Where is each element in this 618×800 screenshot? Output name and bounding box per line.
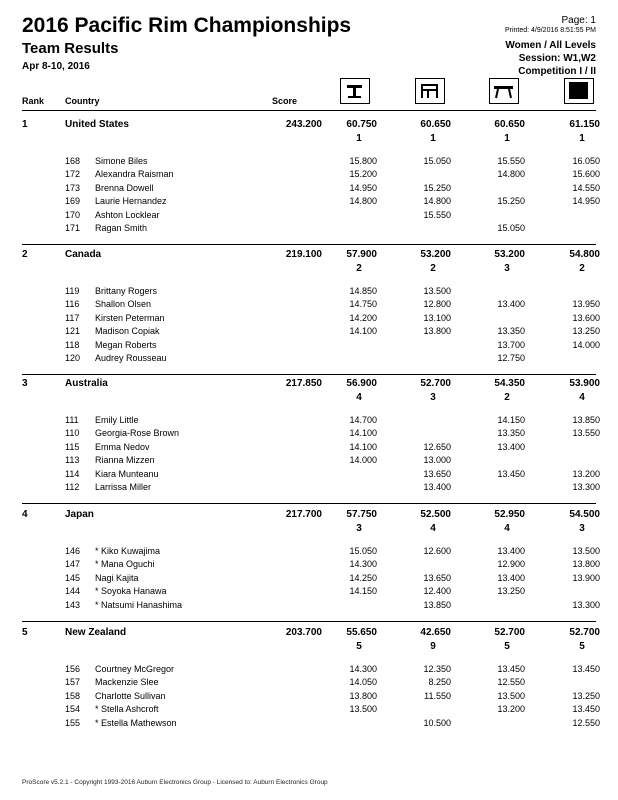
athlete-name: Laurie Hernandez xyxy=(95,196,167,207)
team-event-place: 4 xyxy=(430,523,436,534)
team-event-places xyxy=(0,523,618,537)
athlete-number: 171 xyxy=(65,223,81,233)
athlete-row xyxy=(0,442,618,455)
athlete-name: Rianna Mizzen xyxy=(95,455,155,466)
athlete-number: 113 xyxy=(65,455,80,466)
athlete-name: Ashton Locklear xyxy=(95,209,160,220)
vault-icon xyxy=(340,78,370,104)
team-rank: 4 xyxy=(22,509,28,520)
athlete-name: Charlotte Sullivan xyxy=(95,690,166,701)
team-event-score: 52.500 xyxy=(420,509,451,520)
athlete-number: 155 xyxy=(65,717,81,728)
team-event-score: 53.200 xyxy=(494,249,525,260)
team-divider xyxy=(22,503,596,504)
athlete-event-score: 13.800 xyxy=(423,326,451,337)
athlete-number: 114 xyxy=(65,468,80,479)
athlete-event-score: 13.900 xyxy=(572,572,600,583)
athlete-name: * Kiko Kuwajima xyxy=(95,546,161,556)
team-event-places xyxy=(0,263,618,277)
team-country: Japan xyxy=(65,509,94,520)
athlete-event-score: 13.850 xyxy=(572,415,600,425)
team-event-place: 2 xyxy=(504,392,510,403)
athlete-name: Brenna Dowell xyxy=(95,182,154,193)
team-event-place: 3 xyxy=(579,523,585,534)
athlete-event-score: 12.650 xyxy=(423,441,451,452)
athlete-event-score: 13.200 xyxy=(497,704,525,715)
athlete-event-score: 12.800 xyxy=(423,299,451,310)
athlete-event-score: 13.350 xyxy=(497,326,525,337)
team-event-place: 2 xyxy=(579,263,585,274)
athlete-name: Megan Roberts xyxy=(95,339,157,350)
team-row xyxy=(0,378,618,392)
athlete-row xyxy=(0,573,618,586)
athlete-event-score: 12.350 xyxy=(423,664,451,674)
athlete-event-score: 13.450 xyxy=(572,664,600,674)
athlete-event-score: 15.600 xyxy=(572,169,600,180)
athlete-name: Emma Nedov xyxy=(95,441,150,452)
athlete-event-score: 14.150 xyxy=(497,415,525,425)
athlete-event-score: 13.950 xyxy=(572,299,600,310)
team-event-score: 52.950 xyxy=(494,509,525,520)
athlete-event-score: 13.300 xyxy=(572,482,600,492)
athlete-row xyxy=(0,210,618,223)
athlete-event-score: 13.300 xyxy=(572,599,600,610)
athlete-name: * Stella Ashcroft xyxy=(95,704,159,715)
team-divider xyxy=(22,244,596,245)
athlete-number: 154 xyxy=(65,704,81,715)
athlete-event-score: 12.600 xyxy=(423,546,451,556)
athlete-event-score: 10.500 xyxy=(423,717,451,728)
team-event-score: 56.900 xyxy=(346,378,377,389)
division-label: Women / All Levels xyxy=(505,40,596,51)
athlete-event-score: 15.050 xyxy=(423,156,451,166)
athlete-event-score: 14.750 xyxy=(349,299,377,310)
athlete-event-score: 14.550 xyxy=(572,182,600,193)
athlete-event-score: 13.500 xyxy=(572,546,600,556)
athlete-name: * Soyoka Hanawa xyxy=(95,586,167,597)
athlete-name: Kiara Munteanu xyxy=(95,468,159,479)
report-subtitle: Team Results xyxy=(22,40,119,57)
athlete-event-score: 8.250 xyxy=(428,677,451,688)
uneven-bars-icon xyxy=(415,78,445,104)
athlete-row xyxy=(0,169,618,182)
athlete-row xyxy=(0,718,618,731)
athlete-number: 121 xyxy=(65,326,81,337)
athlete-number: 147 xyxy=(65,559,81,570)
team-event-score: 54.800 xyxy=(569,249,600,260)
athlete-event-score: 14.700 xyxy=(349,415,377,425)
team-rank: 1 xyxy=(22,119,28,130)
session-label: Session: W1,W2 xyxy=(518,53,596,64)
athlete-event-score: 16.050 xyxy=(572,156,600,166)
team-event-score: 53.900 xyxy=(569,378,600,389)
athlete-name: Ragan Smith xyxy=(95,223,148,233)
athlete-number: 116 xyxy=(65,299,80,310)
athlete-number: 158 xyxy=(65,690,81,701)
team-event-place: 9 xyxy=(430,641,436,652)
athlete-event-score: 14.950 xyxy=(349,182,377,193)
column-header-rank: Rank xyxy=(22,96,45,106)
footer-copyright: ProScore v5.2.1 - Copyright 1993-2016 Auburn Electronics Group - Licensed to: Auburn Electronics Group xyxy=(22,779,328,786)
athlete-name: * Natsumi Hanashima xyxy=(95,599,183,610)
athlete-event-score: 13.850 xyxy=(423,599,451,610)
team-event-place: 1 xyxy=(504,133,510,144)
floor-exercise-icon xyxy=(564,78,594,104)
athlete-row xyxy=(0,559,618,572)
team-event-score: 53.200 xyxy=(420,249,451,260)
athlete-row xyxy=(0,196,618,209)
athlete-name: Shallon Olsen xyxy=(95,299,152,310)
athlete-event-score: 11.550 xyxy=(424,690,451,701)
team-country: Australia xyxy=(65,378,108,389)
athlete-event-score: 14.800 xyxy=(497,169,525,180)
athlete-number: 144 xyxy=(65,586,81,597)
athlete-event-score: 15.250 xyxy=(423,182,451,193)
team-score: 217.700 xyxy=(285,509,322,520)
team-event-place: 3 xyxy=(430,392,436,403)
athlete-row xyxy=(0,299,618,312)
athlete-number: 168 xyxy=(65,156,81,166)
athlete-event-score: 14.300 xyxy=(349,559,377,570)
athlete-number: 145 xyxy=(65,572,81,583)
athlete-event-score: 14.200 xyxy=(349,312,377,323)
team-event-score: 55.650 xyxy=(346,627,377,638)
athlete-row xyxy=(0,326,618,339)
athlete-name: Nagi Kajita xyxy=(95,572,139,583)
team-event-score: 57.900 xyxy=(346,249,377,260)
athlete-name: * Estella Mathewson xyxy=(95,717,177,728)
athlete-event-score: 15.050 xyxy=(349,546,377,556)
team-divider xyxy=(22,621,596,622)
athlete-row xyxy=(0,704,618,717)
athlete-row xyxy=(0,469,618,482)
team-event-place: 4 xyxy=(504,523,510,534)
athlete-event-score: 12.550 xyxy=(572,717,600,728)
athlete-number: 146 xyxy=(65,546,81,556)
athlete-row xyxy=(0,600,618,613)
athlete-name: Larrissa Miller xyxy=(95,482,152,492)
athlete-event-score: 15.050 xyxy=(497,223,525,233)
athlete-event-score: 13.500 xyxy=(497,690,525,701)
athlete-event-score: 15.200 xyxy=(349,169,377,180)
athlete-event-score: 13.450 xyxy=(497,664,525,674)
athlete-event-score: 13.650 xyxy=(423,468,451,479)
athlete-event-score: 14.000 xyxy=(572,339,600,350)
column-header-score: Score xyxy=(272,96,298,106)
athlete-row xyxy=(0,691,618,704)
team-event-score: 60.650 xyxy=(494,119,525,130)
team-event-score: 54.500 xyxy=(569,509,600,520)
team-event-score: 61.150 xyxy=(569,119,600,130)
athlete-event-score: 13.500 xyxy=(423,286,451,296)
column-header-country: Country xyxy=(65,96,100,106)
athlete-event-score: 12.750 xyxy=(497,353,525,363)
athlete-number: 115 xyxy=(65,441,80,452)
team-event-score: 60.750 xyxy=(346,119,377,130)
athlete-row xyxy=(0,482,618,495)
balance-beam-icon xyxy=(489,78,519,104)
athlete-event-score: 15.250 xyxy=(497,196,525,207)
athlete-event-score: 15.550 xyxy=(497,156,525,166)
athlete-name: Kirsten Peterman xyxy=(95,312,165,323)
team-event-place: 5 xyxy=(504,641,510,652)
athlete-row xyxy=(0,286,618,299)
athlete-number: 143 xyxy=(65,599,81,610)
team-event-score: 57.750 xyxy=(346,509,377,520)
athlete-event-score: 14.100 xyxy=(349,428,377,439)
athlete-row xyxy=(0,664,618,677)
athlete-row xyxy=(0,677,618,690)
athlete-number: 172 xyxy=(65,169,81,180)
page-number: Page: 1 xyxy=(561,15,596,26)
team-event-place: 3 xyxy=(356,523,362,534)
athlete-name: Audrey Rousseau xyxy=(95,353,167,363)
team-event-place: 4 xyxy=(579,392,585,403)
page-title: 2016 Pacific Rim Championships xyxy=(22,14,352,37)
athlete-event-score: 14.050 xyxy=(349,677,377,688)
team-rank: 3 xyxy=(22,378,28,389)
athlete-name: Georgia-Rose Brown xyxy=(95,428,180,439)
athlete-name: Simone Biles xyxy=(95,156,148,166)
team-event-place: 5 xyxy=(356,641,362,652)
athlete-event-score: 14.100 xyxy=(349,326,377,337)
athlete-event-score: 13.500 xyxy=(349,704,377,715)
athlete-event-score: 13.350 xyxy=(497,428,525,439)
athlete-name: Courtney McGregor xyxy=(95,664,175,674)
team-event-place: 5 xyxy=(579,641,585,652)
athlete-number: 173 xyxy=(65,182,81,193)
athlete-event-score: 13.400 xyxy=(497,441,525,452)
team-row xyxy=(0,509,618,523)
event-dates: Apr 8-10, 2016 xyxy=(22,61,90,72)
team-score: 219.100 xyxy=(285,249,322,260)
athlete-event-score: 12.900 xyxy=(497,559,525,570)
athlete-event-score: 13.400 xyxy=(497,572,525,583)
athlete-row xyxy=(0,340,618,353)
team-event-place: 1 xyxy=(356,133,362,144)
athlete-event-score: 13.450 xyxy=(572,704,600,715)
athlete-name: Alexandra Raisman xyxy=(95,169,174,180)
team-event-place: 1 xyxy=(579,133,585,144)
athlete-event-score: 14.300 xyxy=(349,664,377,674)
team-score: 203.700 xyxy=(285,627,322,638)
athlete-event-score: 12.400 xyxy=(423,586,451,597)
athlete-number: 120 xyxy=(65,353,81,363)
team-row xyxy=(0,249,618,263)
team-score: 243.200 xyxy=(285,119,322,130)
athlete-event-score: 13.550 xyxy=(572,428,600,439)
athlete-row xyxy=(0,183,618,196)
team-event-places xyxy=(0,392,618,406)
athlete-row xyxy=(0,586,618,599)
team-event-place: 3 xyxy=(504,263,510,274)
team-event-score: 54.350 xyxy=(494,378,525,389)
athlete-event-score: 14.950 xyxy=(572,196,600,207)
athlete-event-score: 14.250 xyxy=(349,572,377,583)
athlete-event-score: 15.550 xyxy=(423,209,451,220)
athlete-event-score: 13.650 xyxy=(423,572,451,583)
athlete-event-score: 13.800 xyxy=(572,559,600,570)
athlete-event-score: 14.150 xyxy=(349,586,377,597)
athlete-name: Emily Little xyxy=(95,415,139,425)
team-row xyxy=(0,119,618,133)
athlete-row xyxy=(0,428,618,441)
athlete-number: 110 xyxy=(65,428,80,439)
team-country: United States xyxy=(65,119,129,130)
athlete-name: * Mana Oguchi xyxy=(95,559,155,570)
athlete-event-score: 13.600 xyxy=(572,312,600,323)
athlete-event-score: 14.850 xyxy=(349,286,377,296)
team-rank: 5 xyxy=(22,627,28,638)
team-event-score: 60.650 xyxy=(420,119,451,130)
athlete-event-score: 13.250 xyxy=(572,690,600,701)
athlete-number: 157 xyxy=(65,677,81,688)
team-event-score: 52.700 xyxy=(569,627,600,638)
team-event-score: 52.700 xyxy=(494,627,525,638)
athlete-event-score: 14.800 xyxy=(349,196,377,207)
team-event-places xyxy=(0,641,618,655)
athlete-event-score: 13.400 xyxy=(497,546,525,556)
competition-label: Competition I / II xyxy=(518,66,596,77)
athlete-row xyxy=(0,223,618,236)
athlete-event-score: 13.400 xyxy=(423,482,451,492)
athlete-event-score: 14.000 xyxy=(349,455,377,466)
athlete-row xyxy=(0,353,618,366)
team-country: Canada xyxy=(65,249,102,260)
athlete-number: 117 xyxy=(65,312,80,323)
athlete-event-score: 13.100 xyxy=(423,312,451,323)
athlete-event-score: 15.800 xyxy=(349,156,377,166)
team-event-score: 42.650 xyxy=(420,627,451,638)
athlete-event-score: 13.000 xyxy=(423,455,451,466)
team-divider xyxy=(22,374,596,375)
athlete-event-score: 12.550 xyxy=(497,677,525,688)
athlete-event-score: 13.450 xyxy=(497,468,525,479)
athlete-row xyxy=(0,415,618,428)
athlete-row xyxy=(0,313,618,326)
team-score: 217.850 xyxy=(285,378,322,389)
team-event-place: 1 xyxy=(430,133,436,144)
athlete-event-score: 13.250 xyxy=(572,326,600,337)
athlete-number: 169 xyxy=(65,196,81,207)
athlete-number: 111 xyxy=(65,415,79,425)
athlete-number: 112 xyxy=(65,482,80,492)
athlete-number: 118 xyxy=(65,339,80,350)
athlete-number: 119 xyxy=(65,286,80,296)
team-country: New Zealand xyxy=(65,627,127,638)
team-event-place: 2 xyxy=(430,263,436,274)
athlete-event-score: 14.800 xyxy=(423,196,451,207)
athlete-event-score: 13.200 xyxy=(572,468,600,479)
team-rank: 2 xyxy=(22,249,28,260)
team-event-place: 4 xyxy=(356,392,362,403)
athlete-row xyxy=(0,546,618,559)
athlete-event-score: 13.700 xyxy=(497,339,525,350)
athlete-event-score: 13.800 xyxy=(349,690,377,701)
athlete-number: 170 xyxy=(65,209,81,220)
team-event-score: 52.700 xyxy=(420,378,451,389)
athlete-event-score: 13.400 xyxy=(497,299,525,310)
athlete-name: Mackenzie Slee xyxy=(95,677,159,688)
header-divider xyxy=(22,110,596,111)
athlete-name: Madison Copiak xyxy=(95,326,160,337)
athlete-row xyxy=(0,156,618,169)
team-event-places xyxy=(0,133,618,147)
athlete-event-score: 14.100 xyxy=(349,441,377,452)
athlete-event-score: 13.250 xyxy=(497,586,525,597)
athlete-number: 156 xyxy=(65,664,81,674)
athlete-row xyxy=(0,455,618,468)
team-event-place: 2 xyxy=(356,263,362,274)
team-row xyxy=(0,627,618,641)
athlete-name: Brittany Rogers xyxy=(95,286,158,296)
printed-timestamp: Printed: 4/9/2016 8:51:55 PM xyxy=(504,27,596,34)
